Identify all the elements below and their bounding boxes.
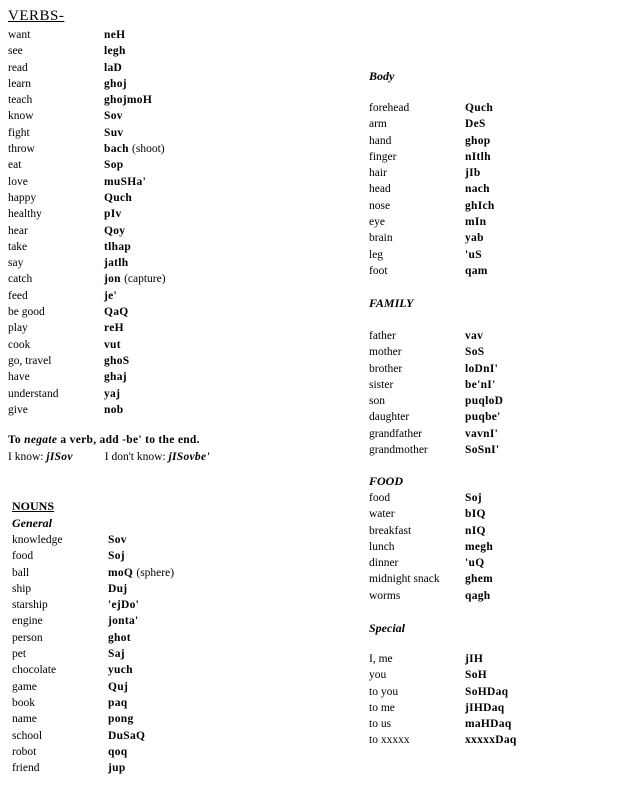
english-term: to us	[369, 718, 392, 731]
english-term: mother	[369, 346, 402, 359]
klingon-term: ghop	[465, 134, 491, 147]
vocab-row	[369, 716, 629, 732]
english-term: robot	[12, 745, 37, 758]
klingon-term: Soj	[108, 550, 125, 563]
vocab-row	[369, 377, 629, 393]
klingon-term: neH	[104, 29, 126, 41]
english-term: starship	[12, 599, 48, 612]
klingon-term: ghIch	[465, 199, 495, 212]
vocab-row	[8, 223, 308, 239]
nouns-heading: NOUNS	[12, 499, 55, 513]
klingon-term: mIn	[465, 216, 487, 229]
vocab-row	[369, 651, 629, 667]
klingon-term: Quch	[465, 102, 494, 114]
klingon-term: yuch	[108, 664, 133, 677]
vocab-row	[12, 548, 312, 564]
food-list	[369, 490, 629, 604]
english-term: son	[369, 395, 385, 408]
english-term: lunch	[369, 540, 395, 553]
vocab-row	[8, 337, 308, 353]
klingon-term: ghojmoH	[104, 94, 153, 107]
klingon-term: SoSnI'	[465, 444, 500, 457]
klingon-term: jIHDaq	[465, 701, 505, 714]
term-note: (shoot)	[132, 143, 165, 156]
vocab-row	[12, 630, 312, 646]
klingon-term: nItlh	[465, 150, 491, 163]
vocab-row	[8, 92, 308, 108]
general-heading: General	[12, 516, 52, 530]
english-term: head	[369, 183, 391, 196]
klingon-term: ghaj	[104, 371, 127, 384]
english-term: daughter	[369, 411, 410, 424]
vocab-row	[8, 206, 308, 222]
english-term: midnight snack	[369, 573, 440, 586]
vocab-row	[8, 353, 308, 369]
klingon-term: SoH	[465, 669, 487, 682]
english-term: cook	[8, 338, 31, 351]
klingon-term: SoS	[465, 346, 485, 359]
klingon-term: ghot	[108, 631, 131, 644]
klingon-term: puqloD	[465, 395, 504, 408]
klingon-term: megh	[465, 540, 494, 553]
klingon-term: yab	[465, 232, 484, 245]
klingon-term: maHDaq	[465, 718, 512, 731]
klingon-term: Duj	[108, 582, 128, 595]
english-term: engine	[12, 615, 43, 628]
body-heading: Body	[369, 69, 395, 83]
english-term: hand	[369, 134, 392, 147]
vocab-row	[369, 684, 629, 700]
english-term: food	[369, 492, 391, 504]
vocab-row	[369, 263, 629, 279]
vocab-row	[369, 247, 629, 263]
klingon-term: Sov	[104, 110, 123, 123]
example-word: jISovbe'	[168, 451, 210, 463]
klingon-term: Saj	[108, 648, 125, 661]
negate-rule: To negate a verb, add -be' to the end.	[8, 434, 200, 446]
english-term: you	[369, 669, 387, 682]
english-term: love	[8, 175, 28, 188]
vocab-row	[8, 288, 308, 304]
vocab-row	[8, 157, 308, 173]
klingon-term: reH	[104, 322, 124, 335]
vocab-row	[369, 523, 629, 539]
english-term: eye	[369, 216, 385, 229]
english-term: learn	[8, 77, 31, 90]
klingon-term: paq	[108, 696, 128, 709]
vocab-row	[12, 662, 312, 678]
vocab-row	[369, 490, 629, 506]
vocab-row	[12, 613, 312, 629]
vocab-row	[369, 588, 629, 604]
klingon-term: be'nI'	[465, 378, 496, 391]
english-term: finger	[369, 150, 397, 163]
english-term: forehead	[369, 102, 410, 114]
klingon-term: je'	[104, 289, 118, 302]
klingon-term: qoq	[108, 745, 128, 758]
english-term: breakfast	[369, 524, 412, 537]
klingon-term: jon (capture)	[104, 273, 166, 286]
vocab-row	[8, 43, 308, 59]
klingon-term: jIb	[465, 167, 481, 180]
vocab-row	[12, 646, 312, 662]
klingon-term: xxxxxDaq	[465, 734, 517, 747]
family-list	[369, 328, 629, 458]
vocab-row	[8, 386, 308, 402]
english-term: school	[12, 729, 43, 742]
klingon-term: yaj	[104, 387, 121, 400]
vocab-row	[8, 76, 308, 92]
family-heading: FAMILY	[369, 296, 414, 310]
english-term: arm	[369, 118, 387, 131]
klingon-term: vavnI'	[465, 427, 499, 440]
klingon-term: qagh	[465, 589, 491, 602]
vocab-row	[12, 711, 312, 727]
klingon-term: vut	[104, 338, 121, 351]
english-term: go, travel	[8, 354, 52, 367]
klingon-term: nIQ	[465, 524, 486, 537]
vocab-row	[369, 165, 629, 181]
english-term: brain	[369, 232, 393, 245]
klingon-term: Quch	[104, 191, 133, 204]
klingon-term: ghoj	[104, 77, 127, 90]
vocab-row	[369, 328, 629, 344]
english-term: want	[8, 29, 31, 41]
english-term: to xxxxx	[369, 734, 410, 747]
vocab-row	[369, 100, 629, 116]
english-term: hair	[369, 167, 387, 180]
klingon-term: qam	[465, 264, 488, 277]
english-term: give	[8, 403, 28, 416]
klingon-term: bach (shoot)	[104, 143, 165, 156]
vocab-row	[369, 539, 629, 555]
vocab-row	[369, 344, 629, 360]
english-term: father	[369, 330, 396, 342]
vocab-row	[8, 369, 308, 385]
vocab-row	[12, 744, 312, 760]
klingon-term: Qoy	[104, 224, 126, 237]
vocab-row	[12, 565, 312, 581]
vocab-row	[369, 571, 629, 587]
vocab-row	[369, 555, 629, 571]
english-term: knowledge	[12, 534, 63, 546]
klingon-term: DeS	[465, 118, 486, 131]
english-term: read	[8, 61, 28, 74]
vocab-row	[369, 181, 629, 197]
english-term: hear	[8, 224, 28, 237]
klingon-term: Quj	[108, 680, 129, 693]
vocab-row	[8, 320, 308, 336]
english-term: grandmother	[369, 444, 428, 457]
term-note: (sphere)	[136, 566, 175, 579]
klingon-term: puqbe'	[465, 411, 501, 424]
english-term: see	[8, 45, 23, 58]
english-term: game	[12, 680, 37, 693]
vocab-row	[369, 393, 629, 409]
vocab-row	[8, 27, 308, 43]
vocab-row	[8, 271, 308, 287]
english-term: water	[369, 508, 395, 521]
english-term: throw	[8, 143, 35, 156]
klingon-term: jonta'	[108, 615, 139, 628]
klingon-term: Suv	[104, 126, 124, 139]
klingon-term: jIH	[465, 653, 484, 665]
example-word: jISov	[46, 451, 73, 463]
english-term: sister	[369, 378, 394, 391]
english-term: person	[12, 631, 43, 644]
english-term: to you	[369, 685, 399, 698]
klingon-term: vav	[465, 330, 484, 342]
english-term: chocolate	[12, 664, 57, 677]
english-term: nose	[369, 199, 391, 212]
vocab-row	[369, 214, 629, 230]
english-term: ball	[12, 566, 30, 579]
klingon-term: legh	[104, 45, 126, 58]
english-term: friend	[12, 762, 40, 775]
vocab-row	[12, 760, 312, 776]
general-list	[12, 532, 312, 776]
vocab-row	[369, 700, 629, 716]
vocab-row	[369, 442, 629, 458]
english-term: name	[12, 713, 37, 726]
term-note: (capture)	[124, 273, 166, 286]
english-term: pet	[12, 648, 27, 661]
klingon-term: loDnI'	[465, 362, 499, 375]
english-term: ship	[12, 582, 32, 595]
english-term: eat	[8, 159, 22, 172]
special-list	[369, 651, 629, 749]
body-list	[369, 100, 629, 279]
english-term: happy	[8, 191, 37, 204]
klingon-term: muSHa'	[104, 175, 147, 188]
klingon-term: jatlh	[104, 257, 129, 270]
vocab-row	[369, 230, 629, 246]
klingon-term: pong	[108, 713, 134, 726]
vocab-row	[369, 116, 629, 132]
klingon-term: pIv	[104, 208, 122, 221]
klingon-term: ghem	[465, 573, 494, 586]
verbs-list	[8, 27, 308, 418]
verbs-heading: VERBS-	[8, 8, 65, 24]
klingon-term: ghoS	[104, 354, 130, 367]
vocab-row	[8, 174, 308, 190]
klingon-term: jup	[108, 762, 126, 775]
english-term: feed	[8, 289, 28, 302]
vocab-row	[12, 695, 312, 711]
vocab-row	[369, 361, 629, 377]
klingon-term: Soj	[465, 492, 482, 504]
vocab-row	[369, 133, 629, 149]
vocab-row	[12, 679, 312, 695]
vocab-row	[369, 506, 629, 522]
english-term: food	[12, 550, 34, 563]
vocab-row	[8, 402, 308, 418]
english-term: leg	[369, 248, 384, 261]
vocab-row	[8, 141, 308, 157]
english-term: dinner	[369, 557, 399, 570]
vocab-row	[369, 409, 629, 425]
klingon-term: QaQ	[104, 306, 129, 319]
english-term: grandfather	[369, 427, 422, 440]
english-term: to me	[369, 701, 395, 714]
english-term: worms	[369, 589, 401, 602]
english-term: understand	[8, 387, 59, 400]
english-term: I, me	[369, 653, 393, 665]
vocab-row	[12, 728, 312, 744]
english-term: catch	[8, 273, 33, 286]
klingon-term: moQ (sphere)	[108, 566, 175, 579]
english-term: take	[8, 240, 28, 253]
english-term: healthy	[8, 208, 42, 221]
klingon-term: laD	[104, 61, 123, 74]
klingon-term: Sop	[104, 159, 124, 172]
klingon-term: bIQ	[465, 508, 486, 521]
vocab-row	[8, 60, 308, 76]
klingon-term: 'uS	[465, 248, 482, 261]
english-term: book	[12, 696, 35, 709]
vocab-row	[8, 190, 308, 206]
klingon-term: SoHDaq	[465, 685, 509, 698]
english-term: teach	[8, 94, 33, 107]
vocab-row	[369, 667, 629, 683]
english-term: foot	[369, 264, 388, 277]
vocab-row	[8, 255, 308, 271]
vocab-row	[8, 304, 308, 320]
klingon-term: tlhap	[104, 240, 132, 253]
food-heading: FOOD	[369, 474, 404, 488]
english-term: be good	[8, 306, 45, 319]
vocab-row	[12, 597, 312, 613]
vocab-row	[369, 198, 629, 214]
english-term: say	[8, 257, 24, 270]
klingon-term: nach	[465, 183, 490, 196]
klingon-term: 'ejDo'	[108, 599, 140, 612]
vocab-row	[369, 149, 629, 165]
vocab-row	[8, 125, 308, 141]
vocab-row	[369, 732, 629, 748]
english-term: brother	[369, 362, 403, 375]
negate-example: I know: jISov I don't know: jISovbe'	[8, 451, 210, 463]
vocab-row	[369, 426, 629, 442]
english-term: fight	[8, 126, 30, 139]
english-term: play	[8, 322, 28, 335]
vocab-row	[12, 532, 312, 548]
klingon-term: Sov	[108, 534, 127, 546]
klingon-term: 'uQ	[465, 557, 485, 570]
special-heading: Special	[369, 621, 405, 635]
klingon-term: nob	[104, 403, 124, 416]
vocab-row	[8, 239, 308, 255]
vocab-row	[8, 108, 308, 124]
english-term: know	[8, 110, 34, 123]
klingon-term: DuSaQ	[108, 729, 146, 742]
vocab-row	[12, 581, 312, 597]
english-term: have	[8, 371, 30, 384]
